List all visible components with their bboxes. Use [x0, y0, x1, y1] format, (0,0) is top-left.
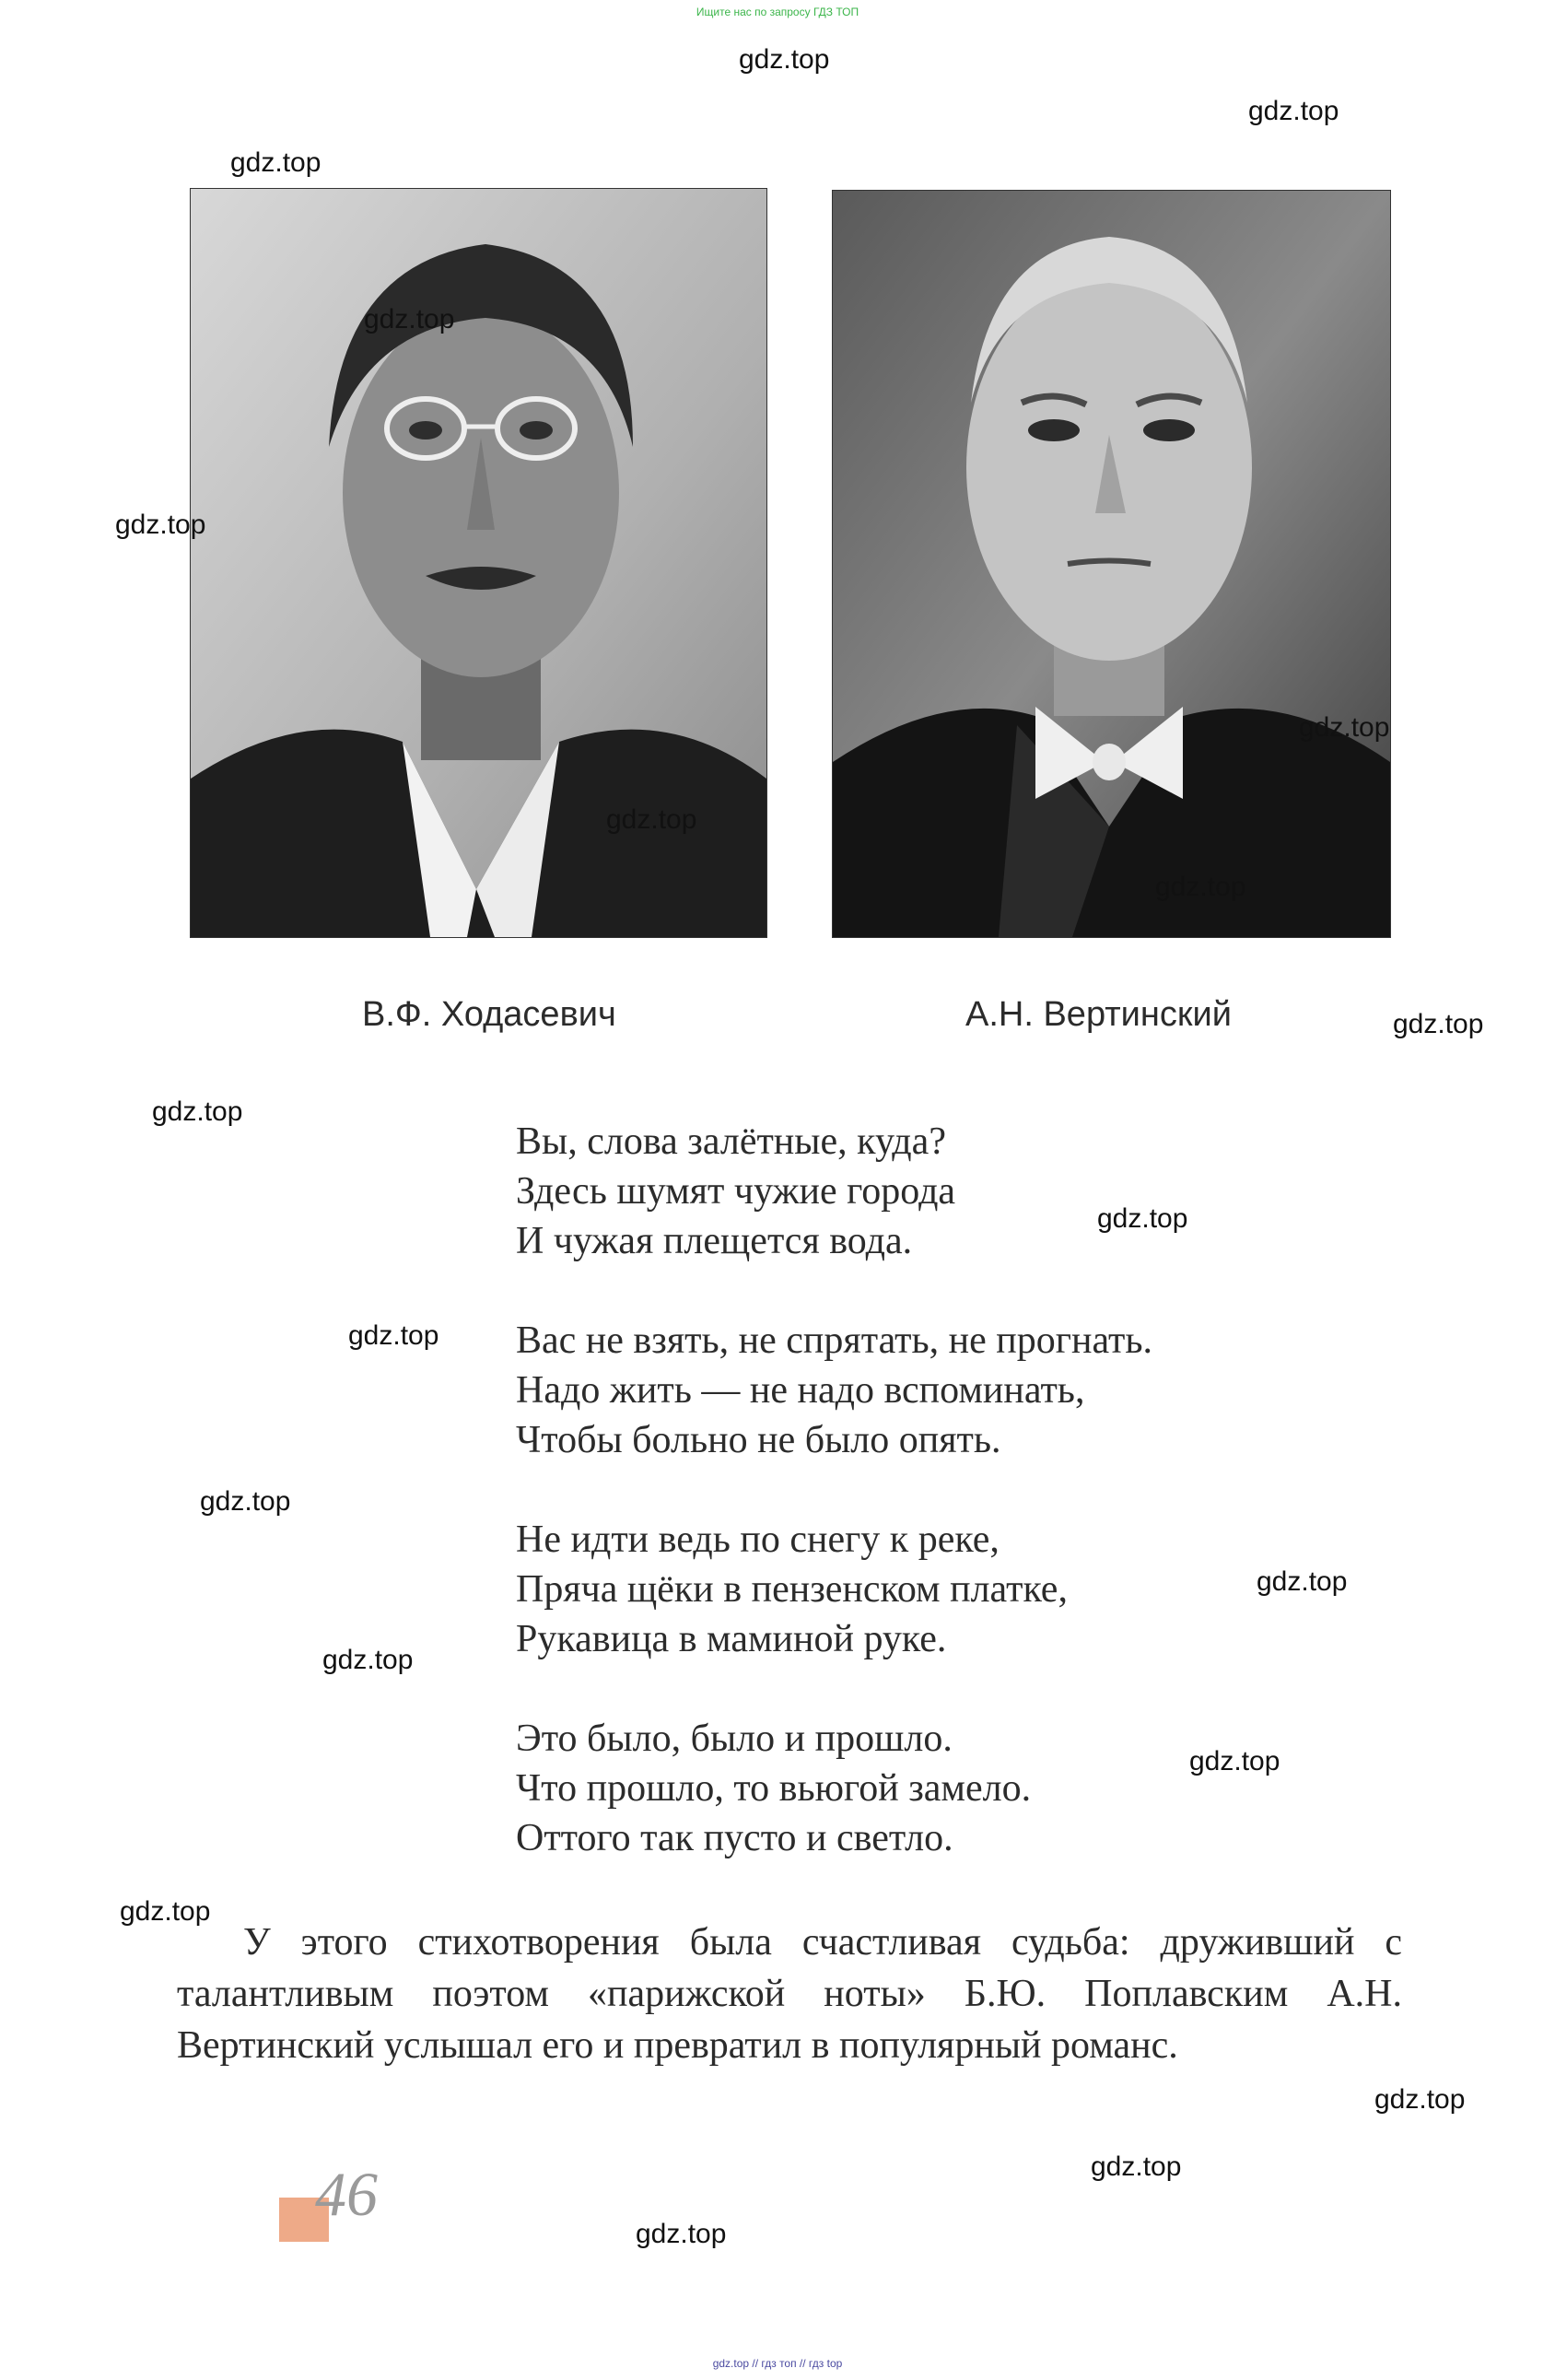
- watermark: gdz.top: [152, 1096, 243, 1127]
- watermark: gdz.top: [322, 1645, 414, 1675]
- page-number: 46: [315, 2159, 378, 2229]
- poem-line: Это было, было и прошло.: [516, 1718, 953, 1760]
- watermark: gdz.top: [1248, 96, 1339, 126]
- watermark: gdz.top: [739, 44, 830, 75]
- watermark: gdz.top: [1155, 872, 1246, 902]
- poem-line: Чтобы больно не было опять.: [516, 1419, 1001, 1461]
- top-banner[interactable]: Ищите нас по запросу ГДЗ ТОП: [696, 6, 859, 18]
- caption-vertinsky: А.Н. Вертинский: [965, 995, 1232, 1034]
- watermark: gdz.top: [1189, 1746, 1280, 1776]
- poem-line: Надо жить — не надо вспоминать,: [516, 1369, 1085, 1412]
- poem-line: Пряча щёки в пензенском платке,: [516, 1568, 1068, 1611]
- watermark: gdz.top: [1097, 1203, 1188, 1234]
- watermark: gdz.top: [1257, 1566, 1348, 1597]
- poem: [516, 1117, 1348, 1913]
- watermark: gdz.top: [115, 510, 206, 540]
- watermark: gdz.top: [230, 147, 322, 178]
- prose-paragraph: У этого стихотворения была счастливая судьба: друживший с талантливым поэтом «парижской ноты» Б.Ю. Поплавским А.Н. Вертинский услышал его и превратил в популярный романс.: [177, 1921, 1402, 2067]
- watermark: gdz.top: [200, 1486, 291, 1517]
- watermark: gdz.top: [348, 1320, 439, 1351]
- poem-line: Что прошло, то вьюгой замело.: [516, 1767, 1032, 1810]
- poem-line: Вы, слова залётные, куда?: [516, 1120, 946, 1163]
- watermark: gdz.top: [1091, 2151, 1182, 2182]
- poem-line: Оттого так пусто и светло.: [516, 1817, 953, 1859]
- poem-line: И чужая плещется вода.: [516, 1220, 913, 1262]
- poem-line: Не идти ведь по снегу к реке,: [516, 1518, 1000, 1561]
- poem-line: Рукавица в маминой руке.: [516, 1618, 947, 1660]
- watermark: gdz.top: [120, 1896, 211, 1927]
- portrait-vertinsky: [832, 190, 1391, 938]
- poem-line: Здесь шумят чужие города: [516, 1170, 956, 1213]
- poem-stanza-2: [516, 1316, 1345, 1465]
- footer-links[interactable]: gdz.top // гдз топ // гдз top: [712, 2357, 843, 2370]
- poem-line: Вас не взять, не спрятать, не прогнать.: [516, 1319, 1153, 1362]
- watermark: gdz.top: [364, 304, 455, 334]
- poem-stanza-1: [516, 1117, 1345, 1266]
- caption-khodasevich: В.Ф. Ходасевич: [362, 995, 616, 1034]
- watermark: gdz.top: [606, 804, 697, 835]
- poem-stanza-3: [516, 1515, 1348, 1664]
- watermark: gdz.top: [1299, 712, 1390, 743]
- watermark: gdz.top: [636, 2219, 727, 2249]
- watermark: gdz.top: [1393, 1009, 1484, 1039]
- watermark: gdz.top: [1374, 2084, 1466, 2115]
- poem-stanza-4: [516, 1714, 1345, 1863]
- portrait-vertinsky-image: [833, 191, 1390, 937]
